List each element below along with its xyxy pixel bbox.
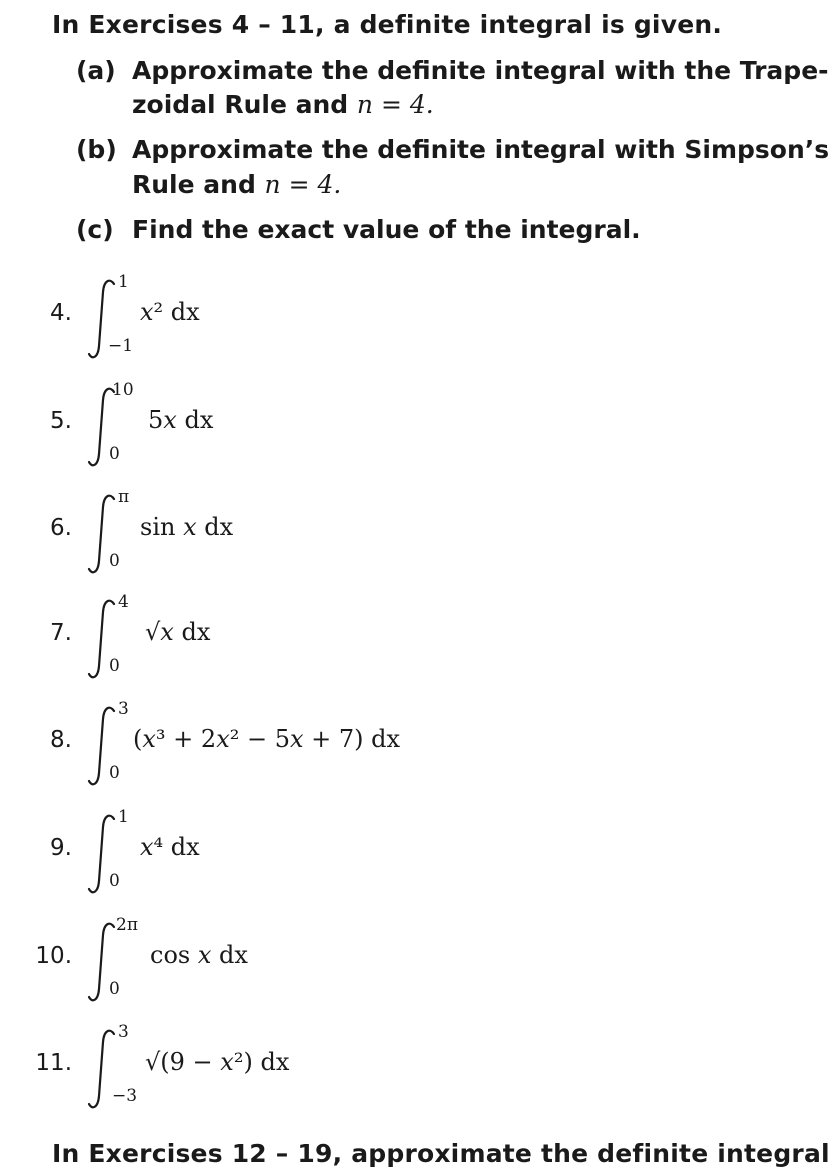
exercise-item: [0, 805, 745, 905]
part-a-line2-text: zoidal Rule and: [132, 90, 357, 119]
part-b-line1: Approximate the definite integral with Simpson’s: [132, 135, 830, 164]
lower-limit: 0: [109, 656, 120, 676]
part-b-tag: (b): [76, 135, 117, 164]
integrand: √(9 − x²) dx: [145, 1048, 290, 1076]
exercise-number: 7.: [50, 620, 72, 646]
lower-limit: 0: [109, 444, 120, 464]
exercise-item: [0, 1020, 745, 1120]
part-b-line2-math: n = 4.: [264, 170, 342, 199]
integrand: sin x dx: [140, 513, 234, 541]
exercise-number: 8.: [50, 727, 72, 753]
exercise-number: 11.: [35, 1050, 72, 1076]
integrand: x⁴ dx: [140, 833, 200, 861]
upper-limit: 1: [118, 272, 129, 292]
upper-limit: π: [118, 487, 130, 507]
part-b-line2-text: Rule and: [132, 170, 265, 199]
part-b-line2: [132, 170, 341, 199]
part-a-line2-math: n = 4.: [356, 90, 434, 119]
exercise-number: 6.: [50, 515, 72, 541]
lower-limit: −1: [108, 336, 134, 356]
integrand: cos x dx: [150, 941, 248, 969]
part-a-line2: [132, 90, 434, 119]
exercise-item: [0, 378, 745, 478]
part-c: [76, 215, 641, 244]
upper-limit: 1: [118, 807, 129, 827]
upper-limit: 3: [118, 1022, 129, 1042]
exercise-number: 10.: [35, 943, 72, 969]
part-a-tag: (a): [76, 56, 116, 85]
part-a: [76, 56, 829, 119]
intro-heading: In Exercises 4 – 11, a definite integral is given.: [52, 10, 723, 39]
upper-limit: 2π: [116, 915, 138, 935]
integrand: √x dx: [145, 618, 211, 646]
integrand: x² dx: [140, 298, 200, 326]
lower-limit: 0: [109, 763, 120, 783]
exercise-item: [0, 697, 745, 797]
lower-limit: 0: [109, 551, 120, 571]
lower-limit: 0: [109, 979, 120, 999]
part-c-tag: (c): [76, 215, 114, 244]
part-c-line1: Find the exact value of the integral.: [132, 215, 641, 244]
exercise-item: [0, 270, 745, 370]
exercise-item: [0, 485, 745, 585]
exercise-number: 4.: [50, 300, 72, 326]
exercise-number: 5.: [50, 408, 72, 434]
exercise-number: 9.: [50, 835, 72, 861]
part-a-line1: Approximate the definite integral with the Trape-: [132, 56, 829, 85]
lower-limit: 0: [109, 871, 120, 891]
upper-limit: 3: [118, 699, 129, 719]
footer-heading: In Exercises 12 – 19, approximate the definite integral: [52, 1139, 830, 1168]
exercise-item: [0, 590, 745, 690]
lower-limit: −3: [112, 1086, 138, 1106]
upper-limit: 10: [112, 380, 134, 400]
part-b: [76, 135, 830, 199]
integrand: (x³ + 2x² − 5x + 7) dx: [133, 725, 401, 753]
upper-limit: 4: [118, 592, 129, 612]
exercise-item: [0, 913, 745, 1013]
integrand: 5x dx: [148, 406, 214, 434]
